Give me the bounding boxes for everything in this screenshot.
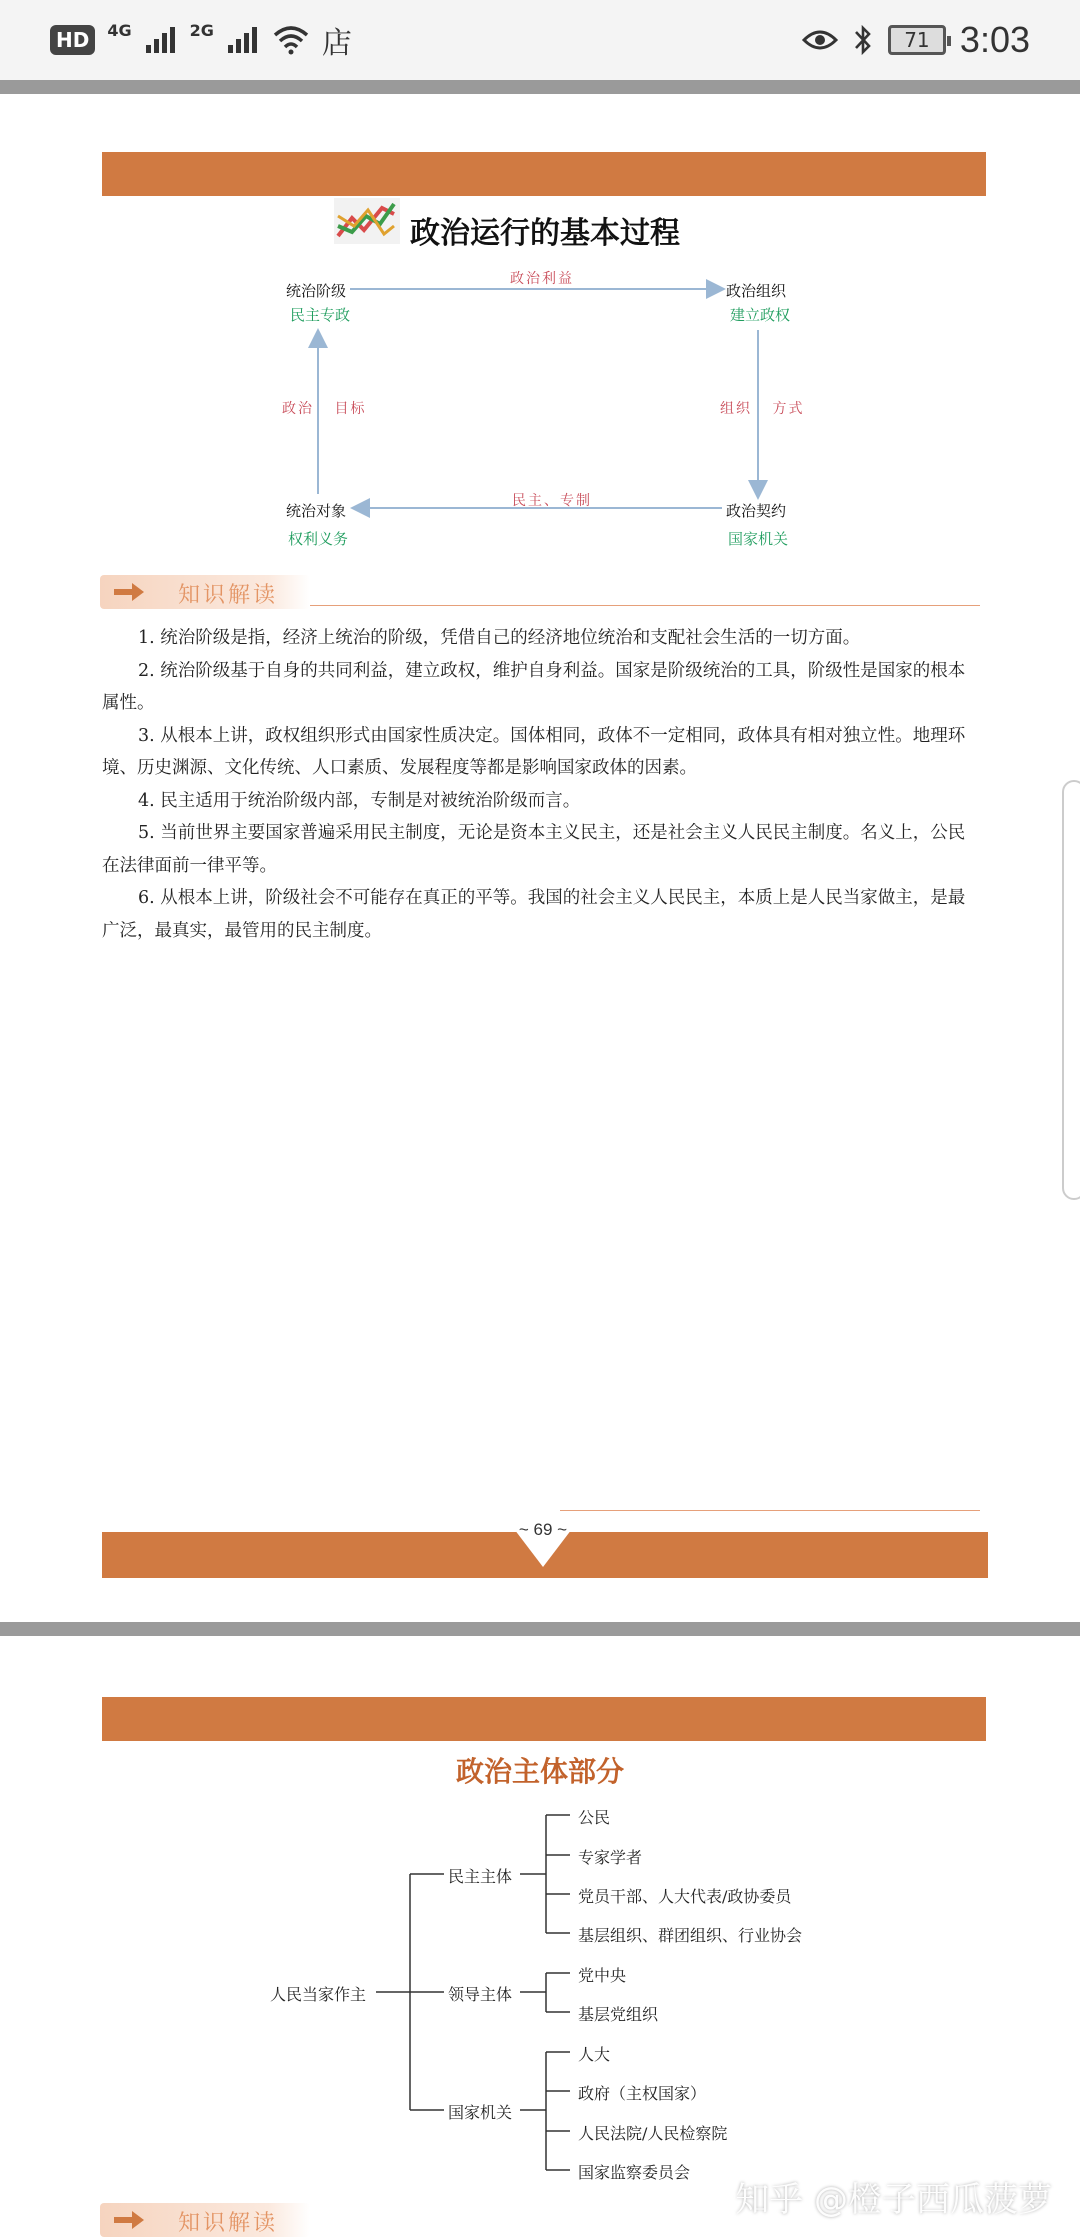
tree-leaf: 专家学者 xyxy=(578,1848,643,1867)
tree-leaf: 党中央 xyxy=(578,1966,627,1985)
node-ruling-class: 统治阶级 xyxy=(286,282,347,300)
tree-leaf: 公民 xyxy=(578,1808,611,1827)
page-title: 政治运行的基本过程 xyxy=(410,216,680,251)
tree-branch: 民主主体 xyxy=(448,1867,513,1886)
page-number: ~ 69 ~ xyxy=(518,1520,568,1539)
paragraph: 2. 统治阶级基于自身的共同利益，建立政权，维护自身利益。国家是阶级统治的工具，阶级性是国家的根本属性。 xyxy=(102,660,966,713)
watermark: 知乎 @橙子西瓜菠萝 xyxy=(735,2180,1052,2220)
node-political-contract: 政治契约 xyxy=(726,502,787,520)
node-political-org-sub: 建立政权 xyxy=(730,306,791,324)
tree-branch: 国家机关 xyxy=(448,2103,513,2122)
arrow-right-icon xyxy=(112,2209,146,2231)
node-ruling-class-sub: 民主专政 xyxy=(290,306,351,324)
paragraph: 1. 统治阶级是指，经济上统治的阶级，凭借自己的经济地位统治和支配社会生活的一切方面。 xyxy=(138,628,861,648)
edge-label-top: 政治利益 xyxy=(510,271,574,287)
node-political-contract-sub: 国家机关 xyxy=(728,530,789,548)
paragraph: 4. 民主适用于统治阶级内部，专制是对被统治阶级而言。 xyxy=(138,790,581,811)
network-type-2: 2G xyxy=(189,20,214,40)
tree-branch: 领导主体 xyxy=(448,1985,513,2004)
section-title: 政治主体部分 xyxy=(455,1755,624,1788)
network-type-1: 4G xyxy=(107,20,132,40)
paragraph: 6. 从根本上讲，阶级社会不可能存在真正的平等。我国的社会主义人民民主，本质上是人民当家做主，是最广泛，最真实，最管用的民主制度。 xyxy=(102,888,966,941)
edge-label-bottom: 民主、专制 xyxy=(512,493,592,509)
hd-badge: HD xyxy=(50,25,95,55)
edge-label-right: 组织 方式 xyxy=(720,401,805,417)
node-political-org: 政治组织 xyxy=(726,282,787,300)
edge-label-left: 政治 目标 xyxy=(282,401,367,417)
knowledge-tag-label: 知识解读 xyxy=(178,2211,279,2236)
carrier-icon: 店 xyxy=(321,26,352,61)
tree-leaf: 政府（主权国家） xyxy=(578,2084,707,2103)
tree-leaf: 基层党组织 xyxy=(578,2005,659,2024)
paragraph: 3. 从根本上讲，政权组织形式由国家性质决定。国体相同，政体不一定相同，政体具有相对独立性。地理环境、历史渊源、文化传统、人口素质、发展程度等都是影响国家政体的因素。 xyxy=(102,725,966,778)
node-ruled-object-sub: 权利义务 xyxy=(288,530,349,548)
clock: 3:03 xyxy=(959,19,1030,60)
tree-leaf: 国家监察委员会 xyxy=(578,2163,691,2182)
battery-indicator: 71 xyxy=(888,25,946,55)
paragraph: 5. 当前世界主要国家普遍采用民主制度，无论是资本主义民主，还是社会主义人民民主制度。名义上，公民在法律面前一律平等。 xyxy=(102,823,966,876)
tree-leaf: 基层组织、群团组织、行业协会 xyxy=(578,1926,803,1945)
tree-leaf: 人民法院/人民检察院 xyxy=(578,2124,728,2143)
tree-root: 人民当家作主 xyxy=(270,1985,367,2004)
knowledge-tag-label: 知识解读 xyxy=(178,583,279,608)
tree-leaf: 人大 xyxy=(578,2045,611,2064)
knowledge-tag xyxy=(100,2203,310,2237)
node-ruled-object: 统治对象 xyxy=(286,502,347,520)
tree-leaf: 党员干部、人大代表/政协委员 xyxy=(578,1887,792,1906)
